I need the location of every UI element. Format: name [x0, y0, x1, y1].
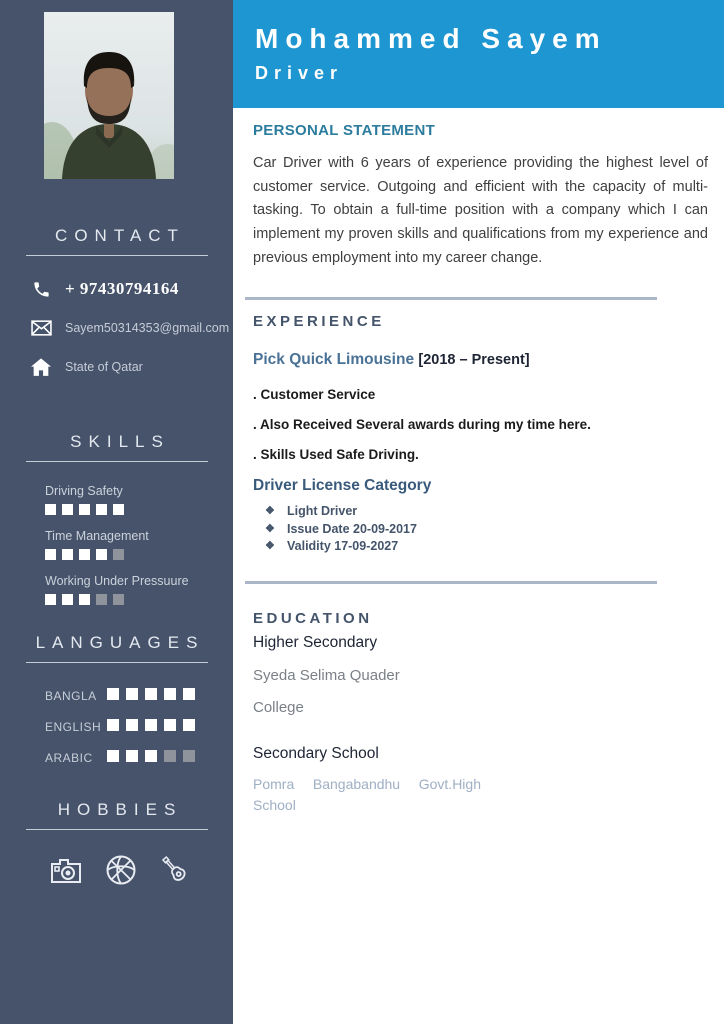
hobbies-heading: HOBBIES	[57, 800, 183, 819]
main-content	[233, 108, 724, 817]
section-divider	[245, 581, 657, 584]
contact-item-phone	[30, 278, 233, 300]
job-title-line	[253, 351, 706, 369]
hobby-icons	[0, 854, 233, 886]
education-entry-secondary-school	[253, 745, 706, 817]
level-square	[62, 504, 73, 515]
level-square	[164, 719, 176, 731]
skills-section	[0, 432, 233, 619]
diamond-bullet-icon: ❖	[265, 505, 275, 518]
email-address: Sayem50314353@gmail.com	[65, 321, 230, 335]
contact-item-email	[30, 317, 233, 339]
phone-number: + 97430794164	[65, 279, 179, 298]
level-square	[164, 750, 176, 762]
location-text: State of Qatar	[65, 360, 143, 374]
language-level-squares	[107, 718, 202, 736]
sidebar	[0, 0, 233, 1024]
contact-section	[0, 226, 233, 395]
level-square	[126, 688, 138, 700]
level-square	[145, 719, 157, 731]
basketball-icon	[105, 854, 137, 886]
level-square	[126, 719, 138, 731]
experience-heading: EXPERIENCE	[253, 313, 385, 331]
skills-rule	[26, 461, 208, 462]
profile-photo	[44, 12, 174, 179]
license-item: ❖ Light Driver	[265, 503, 706, 521]
language-level-squares	[107, 749, 202, 767]
phone-icon	[30, 278, 52, 300]
personal-statement-heading: PERSONAL STATEMENT	[253, 122, 436, 139]
education-entry-higher-secondary	[253, 634, 706, 716]
contact-heading: CONTACT	[55, 226, 185, 245]
skill-level-squares	[45, 547, 233, 565]
main-column	[233, 0, 724, 1024]
skill-time-management: Time Management	[45, 529, 233, 565]
license-category-heading: Driver License Category	[253, 477, 432, 495]
level-square	[96, 594, 107, 605]
level-square	[145, 688, 157, 700]
languages-section	[0, 633, 233, 780]
level-square	[107, 750, 119, 762]
level-square	[113, 594, 124, 605]
license-list	[253, 503, 706, 556]
level-square	[183, 719, 195, 731]
level-square	[113, 504, 124, 515]
education-title: Secondary School	[253, 744, 379, 762]
language-level-squares	[107, 687, 202, 705]
level-square	[145, 750, 157, 762]
license-item: ❖ Issue Date 20-09-2017	[265, 521, 706, 539]
experience-bullet: . Also Received Several awards during my time here.	[253, 417, 591, 433]
skill-driving-safety: Driving Safety	[45, 484, 233, 520]
level-square	[79, 594, 90, 605]
candidate-name: Mohammed Sayem	[255, 23, 607, 54]
contact-list	[0, 278, 233, 378]
level-square	[183, 688, 195, 700]
header-band	[233, 0, 724, 108]
level-square	[62, 549, 73, 560]
diamond-bullet-icon: ❖	[265, 522, 275, 535]
diamond-bullet-icon: ❖	[265, 540, 275, 553]
languages-rule	[26, 662, 208, 663]
personal-statement-body: Car Driver with 6 years of experience providing the highest level of customer service. Outgoing and efficient with the capacity of multi-tasking. To obtain a full-time position with a company which I can implement my proven skills and qualifications from my experience and previous employment into my career change.	[253, 155, 708, 266]
envelope-icon	[30, 317, 52, 339]
level-square	[183, 750, 195, 762]
level-square	[45, 549, 56, 560]
skills-heading: SKILLS	[70, 432, 170, 451]
experience-bullet: . Customer Service	[253, 387, 376, 403]
education-school-name: Pomra Bangabandhu Govt.High School	[253, 775, 481, 814]
contact-rule	[26, 255, 208, 256]
education-heading: EDUCATION	[253, 609, 373, 627]
home-icon	[30, 356, 52, 378]
level-square	[79, 504, 90, 515]
experience-bullets	[253, 387, 706, 462]
level-square	[45, 594, 56, 605]
level-square	[126, 750, 138, 762]
level-square	[45, 504, 56, 515]
language-english: ENGLISH	[45, 718, 233, 736]
section-divider	[245, 297, 657, 300]
level-square	[107, 688, 119, 700]
skill-level-squares	[45, 502, 233, 520]
languages-list	[0, 687, 233, 767]
level-square	[62, 594, 73, 605]
skill-level-squares	[45, 592, 233, 610]
language-arabic: ARABIC	[45, 749, 233, 767]
level-square	[96, 504, 107, 515]
level-square	[113, 549, 124, 560]
education-title: Higher Secondary	[253, 633, 378, 651]
hobbies-rule	[26, 829, 208, 830]
skill-working-under-pressure: Working Under Pressuure	[45, 574, 233, 610]
education-institution-line: Syeda Selima Quader	[253, 666, 400, 684]
guitar-icon	[159, 854, 191, 886]
employment-period: [2018 – Present]	[418, 352, 530, 369]
camera-icon	[50, 856, 82, 884]
skills-list	[0, 484, 233, 610]
candidate-title: Driver	[255, 62, 344, 83]
experience-bullet: . Skills Used Safe Driving.	[253, 447, 419, 463]
level-square	[164, 688, 176, 700]
level-square	[107, 719, 119, 731]
language-bangla: BANGLA	[45, 687, 233, 705]
level-square	[96, 549, 107, 560]
education-institution-line: College	[253, 698, 304, 716]
contact-item-location	[30, 356, 233, 378]
hobbies-section	[0, 800, 233, 886]
license-item: ❖ Validity 17-09-2027	[265, 538, 706, 556]
languages-heading: LANGUAGES	[35, 633, 205, 652]
portrait-illustration	[44, 12, 174, 179]
company-name: Pick Quick Limousine	[253, 351, 415, 369]
level-square	[79, 549, 90, 560]
